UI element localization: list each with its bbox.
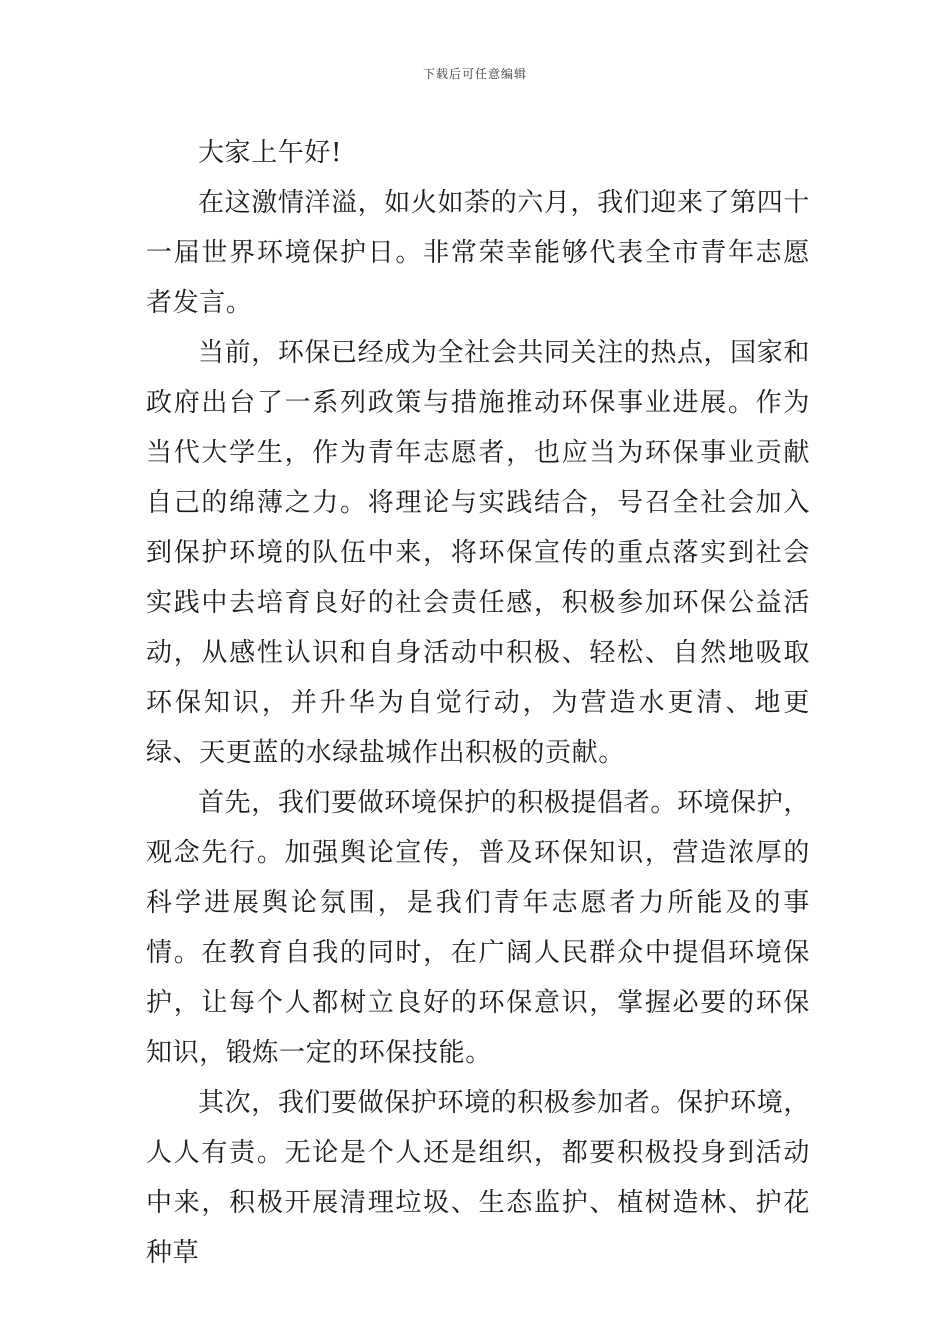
document-body xyxy=(146,128,810,1278)
paragraph-first-point: 首先，我们要做环境保护的积极提倡者。环境保护，观念先行。加强舆论宣传，普及环保知识，营造浓厚的科学进展舆论氛围，是我们青年志愿者力所能及的事情。在教育自我的同时，在广阔人民群众中提倡环境保护，让每个人都树立良好的环保意识，掌握必要的环保知识，锻炼一定的环保技能。 xyxy=(146,788,810,1068)
paragraph-intro: 在这激情洋溢，如火如荼的六月，我们迎来了第四十一届世界环境保护日。非常荣幸能够代表全市青年志愿者发言。 xyxy=(146,188,810,318)
paragraph-second-point: 其次，我们要做保护环境的积极参加者。保护环境，人人有责。无论是个人还是组织，都要积极投身到活动中来，积极开展清理垃圾、生态监护、植树造林、护花种草 xyxy=(146,1088,810,1268)
header-note: 下载后可任意编辑 xyxy=(422,67,527,81)
paragraph-current-situation: 当前，环保已经成为全社会共同关注的热点，国家和政府出台了一系列政策与措施推动环保事业进展。作为当代大学生，作为青年志愿者，也应当为环保事业贡献自己的绵薄之力。将理论与实践结合，号召全社会加入到保护环境的队伍中来，将环保宣传的重点落实到社会实践中去培育良好的社会责任感，积极参加环保公益活动，从感性认识和自身活动中积极、轻松、自然地吸取环保知识，并升华为自觉行动，为营造水更清、地更绿、天更蓝的水绿盐城作出积极的贡献。 xyxy=(146,338,810,768)
paragraph-greeting: 大家上午好! xyxy=(198,138,343,168)
